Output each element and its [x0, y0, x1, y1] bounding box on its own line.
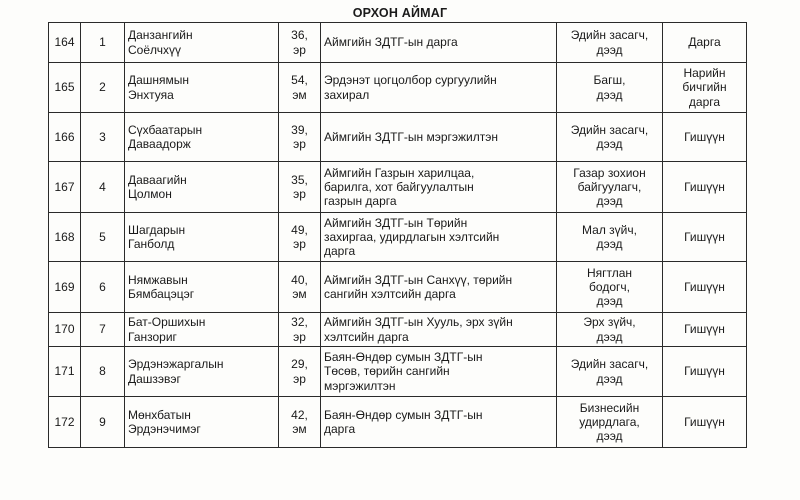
member-name-line: Дашнямын — [128, 73, 190, 88]
member-position-line: Аймгийн Газрын харилцаа, — [324, 165, 475, 180]
member-age-gender-line: эм — [292, 287, 307, 301]
member-name-line: Мөнхбатын — [128, 407, 191, 422]
member-name-line: Бямбацэцэг — [128, 287, 195, 301]
member-education-line: дээд — [596, 329, 623, 344]
table-row — [49, 347, 747, 397]
member-name-line: Соёлчхүү — [128, 42, 182, 57]
row-number: 164 — [49, 23, 81, 63]
member-name — [125, 397, 279, 448]
member-position-line: мэргэжилтэн — [324, 378, 396, 393]
member-name — [125, 63, 279, 113]
member-position-line: барилга, хот байгуулалтын — [324, 179, 474, 194]
table-row — [49, 262, 747, 313]
member-position-line: дарга — [324, 244, 356, 259]
member-age-gender-line: 54, — [291, 73, 308, 88]
member-position-line: Эрдэнэт цогцолбор сургуулийн — [324, 73, 497, 88]
member-education-line: Нягтлан — [586, 265, 633, 280]
member-age-gender — [279, 213, 321, 262]
row-number: 171 — [49, 347, 81, 397]
member-education-line: дээд — [596, 42, 623, 57]
member-education-line: дээд — [596, 194, 623, 209]
member-education-line: дээд — [596, 371, 623, 386]
member-role — [663, 397, 747, 448]
member-name-line: Нямжавын — [128, 272, 188, 287]
members-table — [48, 22, 747, 448]
table-row — [49, 213, 747, 262]
member-name-line: Ганболд — [128, 237, 175, 251]
member-age-gender-line: 39, — [291, 122, 308, 137]
row-index: 1 — [81, 23, 125, 63]
member-education — [557, 23, 663, 63]
member-age-gender — [279, 347, 321, 397]
member-age-gender-line: 32, — [291, 315, 308, 330]
member-role-line: Гишүүн — [684, 129, 725, 144]
member-age-gender-line: 40, — [291, 272, 308, 287]
member-role — [663, 213, 747, 262]
member-position-line: дарга — [324, 422, 356, 436]
member-age-gender — [279, 313, 321, 347]
member-education-line: байгуулагч, — [577, 179, 642, 194]
member-education — [557, 113, 663, 162]
member-age-gender-line: эр — [293, 371, 306, 386]
member-position — [321, 397, 557, 448]
member-age-gender-line: 29, — [291, 357, 308, 372]
member-position-line: Аймгийн ЗДТГ-ын Төрийн — [324, 215, 468, 230]
row-number: 167 — [49, 162, 81, 213]
member-education — [557, 262, 663, 313]
member-education-line: Газар зохион — [573, 165, 646, 180]
member-age-gender — [279, 63, 321, 113]
member-education-line: Багш, — [593, 73, 626, 88]
member-education — [557, 313, 663, 347]
member-role-line: дарга — [688, 94, 721, 109]
row-number: 170 — [49, 313, 81, 347]
member-education-line: Бизнесийн — [579, 400, 640, 415]
member-name — [125, 347, 279, 397]
member-role-line: Гишүүн — [684, 179, 725, 194]
member-age-gender-line: эм — [292, 87, 307, 102]
member-name-line: Шагдарын — [128, 222, 186, 237]
member-role-line: Гишүүн — [684, 414, 725, 429]
member-age-gender-line: эр — [293, 237, 306, 251]
member-name-line: Эрдэнэжаргалын — [128, 357, 224, 372]
member-education-line: Эрх зүйч, — [583, 315, 636, 330]
member-education-line: Эдийн засагч, — [570, 28, 649, 43]
member-position-line: Аймгийн ЗДТГ-ын дарга — [324, 35, 458, 50]
member-name-line: Сүхбаатарын — [128, 122, 203, 137]
table-row — [49, 313, 747, 347]
member-role — [663, 23, 747, 63]
member-education-line: Мал зүйч, — [582, 222, 637, 237]
row-number: 168 — [49, 213, 81, 262]
member-position-line: сангийн хэлтсийн дарга — [324, 287, 456, 301]
row-number: 169 — [49, 262, 81, 313]
member-education — [557, 347, 663, 397]
member-role — [663, 347, 747, 397]
table-row — [49, 23, 747, 63]
member-role-line: Гишүүн — [684, 229, 725, 244]
member-name-line: Эрдэнэчимэг — [128, 422, 201, 436]
member-role-line: Гишүүн — [684, 279, 725, 294]
member-position — [321, 23, 557, 63]
member-name-line: Бат-Оршихын — [128, 315, 206, 330]
member-name-line: Цолмон — [128, 187, 172, 201]
member-age-gender — [279, 113, 321, 162]
member-position-line: захирал — [324, 87, 370, 102]
row-number: 165 — [49, 63, 81, 113]
member-role-line: бичгийн — [682, 80, 727, 95]
member-name — [125, 162, 279, 213]
row-index: 8 — [81, 347, 125, 397]
member-name — [125, 213, 279, 262]
member-age-gender-line: 36, — [291, 28, 308, 43]
table-row — [49, 397, 747, 448]
member-position — [321, 162, 557, 213]
member-role-line: Нарийн — [683, 66, 726, 81]
member-name-line: Даваагийн — [128, 172, 187, 187]
member-position-line: Төсөв, төрийн сангийн — [324, 364, 450, 379]
member-role-line: Дарга — [688, 35, 721, 50]
member-position-line: хэлтсийн дарга — [324, 329, 409, 344]
member-name — [125, 23, 279, 63]
row-index: 6 — [81, 262, 125, 313]
member-name-line: Данзангийн — [128, 28, 193, 43]
member-education-line: дээд — [596, 137, 623, 151]
member-education-line: бодогч, — [589, 279, 630, 294]
row-index: 7 — [81, 313, 125, 347]
member-role-line: Гишүүн — [684, 322, 725, 337]
member-age-gender — [279, 162, 321, 213]
row-index: 2 — [81, 63, 125, 113]
member-education — [557, 213, 663, 262]
member-position — [321, 347, 557, 397]
member-education-line: Эдийн засагч, — [570, 357, 649, 372]
member-position-line: Баян-Өндөр сумын ЗДТГ-ын — [324, 350, 483, 365]
row-number: 172 — [49, 397, 81, 448]
member-age-gender-line: эм — [292, 422, 307, 436]
member-education — [557, 162, 663, 213]
member-age-gender — [279, 262, 321, 313]
member-position — [321, 262, 557, 313]
page-title: ОРХОН АЙМАГ — [352, 6, 448, 20]
member-position — [321, 213, 557, 262]
row-index: 4 — [81, 162, 125, 213]
member-education — [557, 63, 663, 113]
member-education — [557, 397, 663, 448]
member-position-line: Аймгийн ЗДТГ-ын Санхүү, төрийн — [324, 272, 513, 287]
member-age-gender-line: эр — [293, 42, 306, 57]
member-position-line: Аймгийн ЗДТГ-ын мэргэжилтэн — [324, 129, 499, 144]
member-age-gender — [279, 397, 321, 448]
member-age-gender-line: 35, — [291, 172, 308, 187]
member-role — [663, 162, 747, 213]
member-age-gender — [279, 23, 321, 63]
member-name — [125, 313, 279, 347]
member-age-gender-line: эр — [293, 329, 306, 344]
table-row — [49, 63, 747, 113]
member-position — [321, 63, 557, 113]
member-name-line: Дашзэвэг — [128, 371, 181, 386]
member-age-gender-line: 49, — [291, 222, 308, 237]
member-education-line: дээд — [596, 237, 623, 251]
member-name-line: Энхтуяа — [128, 87, 174, 102]
member-position-line: Аймгийн ЗДТГ-ын Хууль, эрх зүйн — [324, 315, 513, 330]
member-education-line: дээд — [596, 294, 623, 309]
member-role-line: Гишүүн — [684, 364, 725, 379]
member-position-line: газрын дарга — [324, 194, 397, 209]
member-education-line: удирдлага, — [579, 414, 640, 429]
member-name-line: Даваадорж — [128, 137, 191, 151]
member-position — [321, 113, 557, 162]
member-position-line: захиргаа, удирдлагын хэлтсийн — [324, 229, 500, 244]
member-role — [663, 262, 747, 313]
member-name — [125, 262, 279, 313]
row-index: 9 — [81, 397, 125, 448]
row-index: 5 — [81, 213, 125, 262]
member-position — [321, 313, 557, 347]
member-role — [663, 63, 747, 113]
member-education-line: Эдийн засагч, — [570, 122, 649, 137]
member-name-line: Ганзориг — [128, 329, 177, 344]
member-age-gender-line: эр — [293, 187, 306, 201]
member-name — [125, 113, 279, 162]
member-role — [663, 313, 747, 347]
member-education-line: дээд — [596, 429, 623, 444]
member-education-line: дээд — [596, 87, 623, 102]
table-row — [49, 162, 747, 213]
member-age-gender-line: эр — [293, 137, 306, 151]
row-index: 3 — [81, 113, 125, 162]
member-age-gender-line: 42, — [291, 407, 308, 422]
member-role — [663, 113, 747, 162]
table-row — [49, 113, 747, 162]
member-position-line: Баян-Өндөр сумын ЗДТГ-ын — [324, 407, 483, 422]
row-number: 166 — [49, 113, 81, 162]
